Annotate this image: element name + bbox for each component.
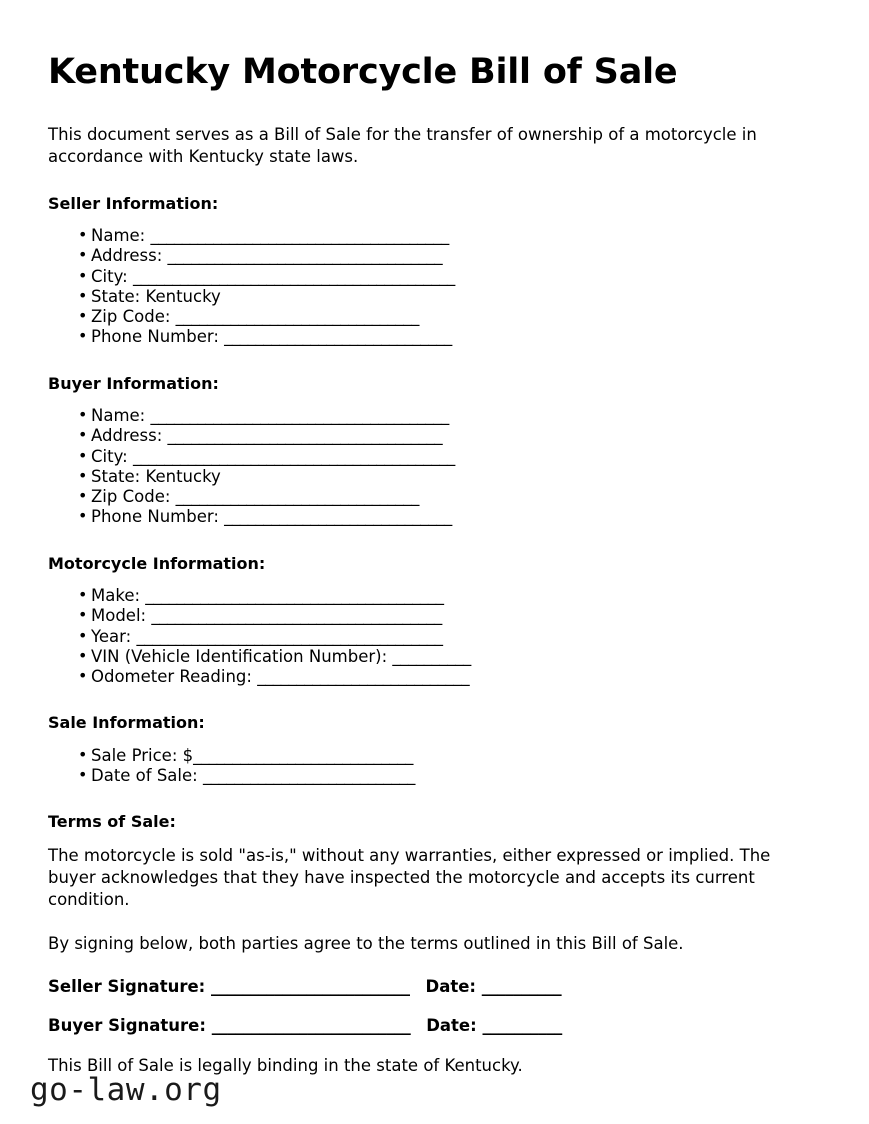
field-buyer-address — [78, 426, 807, 446]
site-watermark: go-law.org — [30, 1072, 222, 1108]
sale-information-heading: Sale Information: — [48, 713, 205, 733]
bullet-icon: • — [78, 306, 88, 326]
field-date-of-sale — [78, 766, 807, 786]
buyer-signature-label: Buyer Signature: — [48, 1015, 206, 1035]
field-blank-line[interactable]: _____________________________________ — [151, 606, 442, 626]
buyer-information-fields — [48, 406, 807, 528]
buyer-signature-row — [48, 1016, 807, 1035]
field-buyer-phone-number — [78, 507, 807, 527]
field-seller-zip-code — [78, 307, 807, 327]
field-motorcycle-model — [78, 606, 807, 626]
seller-signature-row — [48, 977, 807, 996]
field-blank-line[interactable]: ______________________________________ — [145, 585, 444, 605]
field-sale-price — [78, 746, 807, 766]
field-blank-line[interactable]: ______________________________________ — [150, 405, 449, 425]
intro-paragraph: This document serves as a Bill of Sale for the transfer of ownership of a motorcycle in accordance with Kentucky state laws. — [48, 125, 757, 167]
seller-signature-line[interactable]: _________________________ — [211, 976, 410, 996]
terms-paragraph-two: By signing below, both parties agree to the terms outlined in this Bill of Sale. — [48, 933, 684, 953]
bullet-icon: • — [78, 465, 88, 485]
bullet-icon: • — [78, 584, 88, 604]
bullet-icon: • — [78, 245, 88, 265]
field-buyer-zip-code — [78, 487, 807, 507]
field-seller-city — [78, 267, 807, 287]
field-motorcycle-odometer — [78, 667, 807, 687]
field-seller-name — [78, 226, 807, 246]
bullet-icon: • — [78, 506, 88, 526]
field-motorcycle-make — [78, 586, 807, 606]
field-label: Address: — [91, 426, 163, 446]
seller-signature-label: Seller Signature: — [48, 976, 206, 996]
field-blank-line[interactable]: ___________________________ — [257, 667, 470, 687]
field-label: Make: — [91, 585, 141, 605]
field-seller-phone-number — [78, 327, 807, 347]
field-label: City: — [91, 266, 128, 286]
bullet-icon: • — [78, 326, 88, 346]
page-title: Kentucky Motorcycle Bill of Sale — [48, 52, 678, 92]
bullet-icon: • — [78, 625, 88, 645]
field-label: Date of Sale: — [91, 765, 198, 785]
field-blank-line[interactable]: _________________________________________ — [132, 446, 455, 466]
bullet-icon: • — [78, 666, 88, 686]
bullet-icon: • — [78, 486, 88, 506]
field-label: Address: — [91, 246, 163, 266]
field-blank-line[interactable]: _______________________________ — [175, 307, 420, 327]
closing-statement: This Bill of Sale is legally binding in the state of Kentucky. — [48, 1055, 523, 1075]
field-label: Sale Price: $ — [91, 745, 194, 765]
seller-date-label: Date: — [425, 976, 477, 996]
field-motorcycle-year — [78, 627, 807, 647]
field-label: State: Kentucky — [91, 286, 221, 306]
field-blank-line[interactable]: _________________________________________ — [132, 266, 455, 286]
field-label: State: Kentucky — [91, 466, 221, 486]
field-seller-address — [78, 246, 807, 266]
seller-date-line[interactable]: __________ — [481, 976, 562, 996]
bullet-icon: • — [78, 744, 88, 764]
motorcycle-information-heading: Motorcycle Information: — [48, 553, 266, 573]
field-blank-line[interactable]: ___________________________________ — [167, 426, 443, 446]
bullet-icon: • — [78, 605, 88, 625]
buyer-information-heading: Buyer Information: — [48, 373, 219, 393]
bullet-icon: • — [78, 445, 88, 465]
field-label: Odometer Reading: — [91, 667, 252, 687]
bullet-icon: • — [78, 645, 88, 665]
field-buyer-name — [78, 406, 807, 426]
motorcycle-information-fields — [48, 586, 807, 687]
field-blank-line[interactable]: _____________________________ — [224, 507, 452, 527]
terms-of-sale-heading: Terms of Sale: — [48, 812, 176, 832]
field-buyer-city — [78, 447, 807, 467]
field-blank-line[interactable]: ___________________________ — [202, 765, 415, 785]
field-blank-line[interactable]: ___________________________________ — [167, 246, 443, 266]
buyer-date-line[interactable]: __________ — [482, 1015, 562, 1035]
bullet-icon: • — [78, 425, 88, 445]
field-label: Phone Number: — [91, 507, 219, 527]
field-label: Year: — [91, 626, 132, 646]
bullet-icon: • — [78, 404, 88, 424]
field-label: Phone Number: — [91, 327, 219, 347]
field-seller-state — [78, 287, 807, 307]
field-blank-line[interactable]: ______________________________________ — [150, 225, 449, 245]
field-label: VIN (Vehicle Identification Number): — [91, 646, 388, 666]
bullet-icon: • — [78, 764, 88, 784]
field-blank-line[interactable]: ____________________________ — [193, 745, 413, 765]
field-blank-line[interactable]: _______________________________________ — [136, 626, 443, 646]
field-label: Name: — [91, 405, 146, 425]
field-label: Zip Code: — [91, 307, 171, 327]
field-blank-line[interactable]: _______________________________ — [175, 487, 420, 507]
bullet-icon: • — [78, 224, 88, 244]
sale-information-fields — [48, 746, 807, 787]
seller-information-heading: Seller Information: — [48, 193, 219, 213]
seller-information-fields — [48, 226, 807, 348]
field-blank-line[interactable]: __________ — [392, 646, 471, 666]
field-label: City: — [91, 446, 128, 466]
field-buyer-state — [78, 467, 807, 487]
field-label: Name: — [91, 225, 146, 245]
field-motorcycle-vin — [78, 647, 807, 667]
terms-paragraph-one: The motorcycle is sold "as-is," without any warranties, either expressed or implied. The buyer acknowledges that they have inspected the motorcycle and accepts its current condition. — [48, 846, 771, 910]
field-blank-line[interactable]: _____________________________ — [224, 327, 452, 347]
field-label: Zip Code: — [91, 487, 171, 507]
bullet-icon: • — [78, 265, 88, 285]
buyer-date-label: Date: — [426, 1015, 477, 1035]
buyer-signature-line[interactable]: _________________________ — [211, 1015, 411, 1035]
field-label: Model: — [91, 606, 147, 626]
bullet-icon: • — [78, 285, 88, 305]
